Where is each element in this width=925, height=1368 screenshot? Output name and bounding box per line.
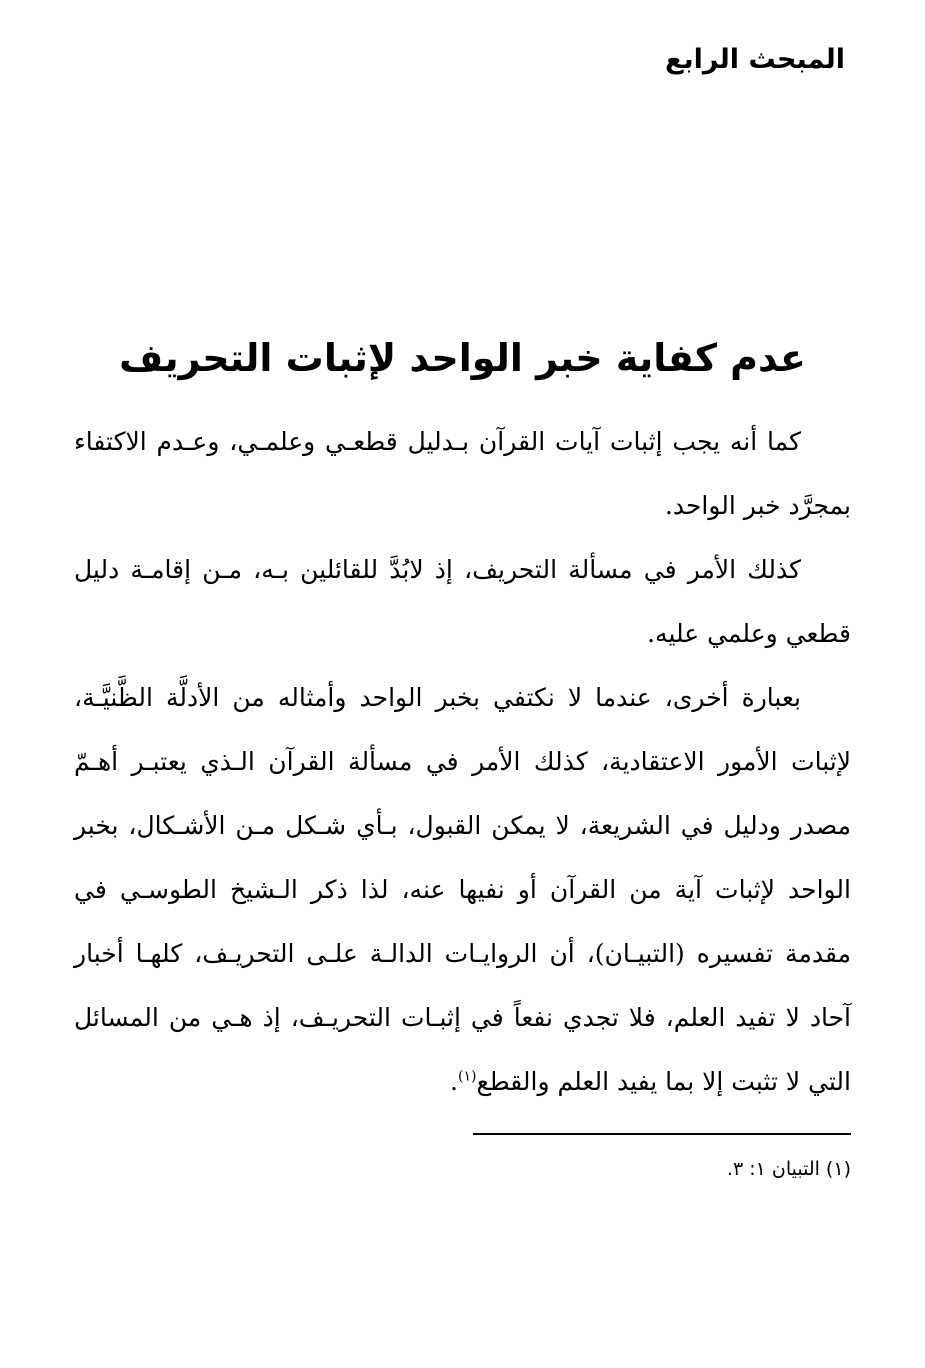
paragraph-3 — [74, 666, 851, 1114]
chapter-title: عدم كفاية خبر الواحد لإثبات التحريف — [119, 336, 806, 380]
paragraph-3-text: بعبارة أخرى، عندما لا نكتفي بخبر الواحد وأمثاله من الأدلَّة الظَّنيَّـة، لإثبات الأمور الاعتقادية، كذلك الأمر في مسألة القرآن الـذي يعتبـر أهـمّ مصدر ودليل في الشريعة، لا يمكن القبول، بـأي شـكل مـن الأشـكال، بخبر الواحد لإثبات آية من القرآن أو نفيها عنه، لذا ذكر الـشيخ الطوسـي في مقدمة تفسيره (التبيـان)، أن الروايـات الدالـة علـى التحريـف، كلهـا أخبار آحاد لا تفيد العلم، فلا تجدي نفعاً في إثبـات التحريـف، إذ هـي من المسائل التي لا تثبت إلا بما يفيد العلم والقطع — [74, 683, 852, 1096]
footnote-separator — [473, 1133, 851, 1135]
running-header: المبحث الرابع — [665, 44, 845, 75]
body-text — [74, 410, 851, 1114]
footnote-reference: (١) — [457, 1068, 477, 1085]
footnote-1: (١) التبيان ١: ٣. — [726, 1158, 851, 1180]
paragraph-3-ending: . — [450, 1067, 458, 1096]
paragraph-1-text: كما أنه يجب إثبات آيات القرآن بـدليل قطعـي وعلمـي، وعـدم الاكتفاء بمجرَّد خبر الواحد. — [74, 427, 851, 520]
paragraph-1 — [74, 410, 851, 538]
paragraph-2-text: كذلك الأمر في مسألة التحريف، إذ لابُدَّ للقائلين بـه، مـن إقامـة دليل قطعي وعلمي عليه. — [74, 555, 851, 648]
paragraph-2 — [74, 538, 851, 666]
